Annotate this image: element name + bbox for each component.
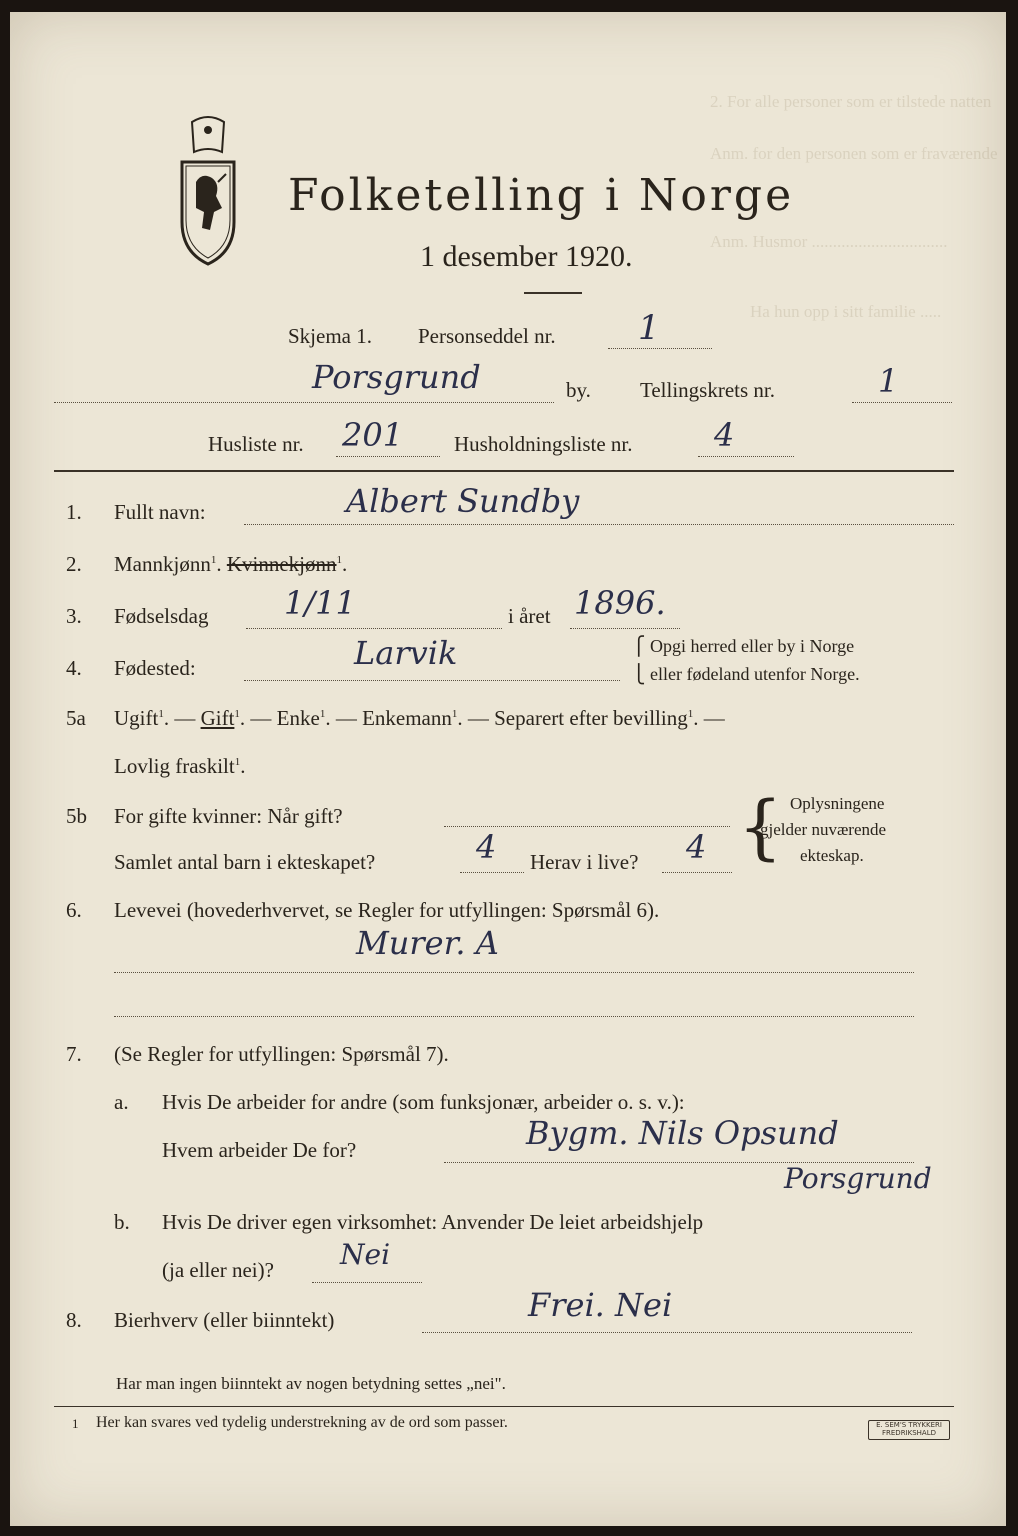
q7-label: (Se Regler for utfyllingen: Spørsmål 7).	[114, 1042, 449, 1066]
q8-number: 8.	[66, 1308, 82, 1332]
q5a-number: 5a	[66, 706, 86, 730]
q5b-note-1: Oplysningene	[790, 794, 885, 813]
footnote-text: Her kan svares ved tydelig understrekning av de ord som passer.	[96, 1414, 508, 1431]
q7b-question: (ja eller nei)?	[162, 1258, 274, 1282]
q5b-live-line	[662, 872, 732, 873]
title-divider	[524, 292, 582, 294]
q3-value: 1/11	[284, 584, 356, 622]
tellingskrets-value: 1	[878, 362, 899, 400]
q5b-live-label: Herav i live?	[530, 850, 639, 874]
q6-line-1	[114, 972, 914, 973]
q6-value: Murer. A	[356, 924, 499, 962]
q5b-barn-line	[460, 872, 524, 873]
q7a-text: Hvis De arbeider for andre (som funksjonær, arbeider o. s. v.):	[162, 1090, 685, 1114]
q3-line	[246, 628, 502, 629]
husliste-label: Husliste nr.	[208, 432, 304, 456]
q5b-number: 5b	[66, 804, 87, 828]
q6-label: Levevei (hovederhvervet, se Regler for utfyllingen: Spørsmål 6).	[114, 898, 660, 922]
personseddel-label: Personseddel nr.	[418, 324, 556, 348]
q6-line-2	[114, 1016, 914, 1017]
by-line	[54, 402, 554, 403]
q7b-letter: b.	[114, 1210, 130, 1234]
header-rule	[54, 470, 954, 472]
q3-label: Fødselsdag	[114, 604, 209, 628]
q7a-value-1: Bygm. Nils Opsund	[526, 1114, 839, 1152]
footnote-number: 1	[72, 1416, 79, 1431]
personseddel-value: 1	[638, 308, 660, 348]
husholdning-label: Husholdningsliste nr.	[454, 432, 633, 456]
q5b-gift-line	[444, 826, 730, 827]
q8-label: Bierhverv (eller biinntekt)	[114, 1308, 335, 1332]
husliste-line	[336, 456, 440, 457]
q7b-text: Hvis De driver egen virksomhet: Anvender De leiet arbeidshjelp	[162, 1210, 704, 1234]
form-title: Folketelling i Norge	[288, 170, 795, 221]
q5a-fraskilt: Lovlig fraskilt$^1$.	[114, 754, 246, 778]
biinntekt-note: Har man ingen biinntekt av nogen betydning settes „nei".	[116, 1374, 506, 1393]
q6-number: 6.	[66, 898, 82, 922]
q5b-brace: {	[738, 786, 783, 868]
q7b-line	[312, 1282, 422, 1283]
q5b-barn-value: 4	[476, 828, 497, 866]
q4-label: Fødested:	[114, 656, 196, 680]
q7b-value: Nei	[340, 1238, 391, 1271]
q5b-note-3: ekteskap.	[800, 846, 864, 865]
q5b-live-value: 4	[686, 828, 707, 866]
q7a-letter: a.	[114, 1090, 129, 1114]
q3-year-line	[570, 628, 680, 629]
footer-rule	[54, 1406, 954, 1407]
q5b-note-2: gjelder nuværende	[760, 820, 887, 839]
q7a-value-2: Porsgrund	[784, 1162, 932, 1195]
husliste-value: 201	[342, 416, 404, 454]
census-date: 1 desember 1920.	[420, 240, 633, 273]
husholdning-value: 4	[714, 416, 735, 454]
q5b-barn-label: Samlet antal barn i ekteskapet?	[114, 850, 376, 874]
q5b-label: For gifte kvinner: Når gift?	[114, 804, 343, 828]
q2-female: Kvinnekjønn	[226, 552, 337, 576]
q3-year-value: 1896.	[574, 584, 666, 622]
q4-value: Larvik	[354, 634, 458, 672]
q5a-options: Ugift$^1$. — Gift$^1$. — Enke$^1$. — Enkemann$^1$. — Separert efter bevilling$^1$. —	[114, 706, 725, 730]
q1-number: 1.	[66, 500, 82, 524]
q4-number: 4.	[66, 656, 82, 680]
personseddel-line	[608, 348, 712, 349]
q4-note-2: ⎩ eller fødeland utenfor Norge.	[632, 664, 860, 684]
q5a-gift-underlined: Gift	[200, 706, 235, 730]
q8-line	[422, 1332, 912, 1333]
printer-stamp: E. SEM'S TRYKKERI FREDRIKSHALD	[868, 1420, 950, 1440]
q4-note-1: ⎧ Opgi herred eller by i Norge	[632, 636, 855, 656]
coat-of-arms-logo	[162, 112, 254, 272]
q2-number: 2.	[66, 552, 82, 576]
tellingskrets-line	[852, 402, 952, 403]
tellingskrets-label: Tellingskrets nr.	[640, 378, 776, 402]
q1-line	[244, 524, 954, 525]
q3-year-label: i året	[508, 604, 551, 628]
q1-value: Albert Sundby	[346, 482, 580, 520]
q7a-question: Hvem arbeider De for?	[162, 1138, 357, 1162]
q3-number: 3.	[66, 604, 82, 628]
skjema-label: Skjema 1.	[288, 324, 372, 348]
q7-number: 7.	[66, 1042, 82, 1066]
by-label: by.	[566, 378, 591, 402]
by-value: Porsgrund	[312, 358, 481, 396]
q2-options: Mannkjønn$^1$. Kvinnekjønn$^1$.	[114, 552, 348, 576]
q8-value: Frei. Nei	[528, 1286, 673, 1324]
husholdning-line	[698, 456, 794, 457]
q1-label: Fullt navn:	[114, 500, 206, 524]
q2-male: Mannkjønn	[114, 552, 211, 576]
q4-line	[244, 680, 620, 681]
census-form: 2. For alle personer som er tilstede natten Anm. for den personen som er fraværende Anm. Husmor ................................ Ha hun opp i sitt familie ..... Folketelling i Norge 1 desember 1920. Skjema 1. Personseddel nr. 1 Porsgrund by. Tellingskrets nr. 1 Husliste nr. 201 Husholdningsliste nr. 4 1. Fullt navn: Albert Sundby 2. Mannkjønn$^1$. Kvinnekjønn$^1$. 3. Fødselsdag 1/11 i året 1896. 4. Fødested: Larvik ⎧ Opgi herred eller by i Norge ⎩ eller fødeland utenfor Norge. 5a Ugift$^1$. — Gift$^1$. — Enke$^1$. — Enkemann$^1$. — Separert efter bevilling$^1$. — Lovlig fraskilt$^1$. 5b For gifte kvinner: Når gift? Samlet antal barn i ekteskapet? 4 Herav i live? 4 { Oplysningene gjelder nuværende ekteskap. 6. Levevei (hovederhvervet, se Regler for utfyllingen: Spørsmål 6). Murer. A 7. (Se Regler for utfyllingen: Spørsmål 7). a. Hvis De arbeider for andre (som funksjonær, arbeider o. s. v.): Hvem arbeider De for? Bygm. Nils Opsund Porsgrund b. Hvis De driver egen virksomhet: Anvender De leiet arbeidshjelp (ja eller nei)? Nei 8. Bierhverv (eller biinntekt) Frei. Nei Har man ingen biinntekt av nogen betydning settes „nei". 1 Her kan svares ved tydelig understrekning av de ord som passer. E. SEM'S TRYKKERI FREDRIKSHALD	[10, 12, 1006, 1526]
